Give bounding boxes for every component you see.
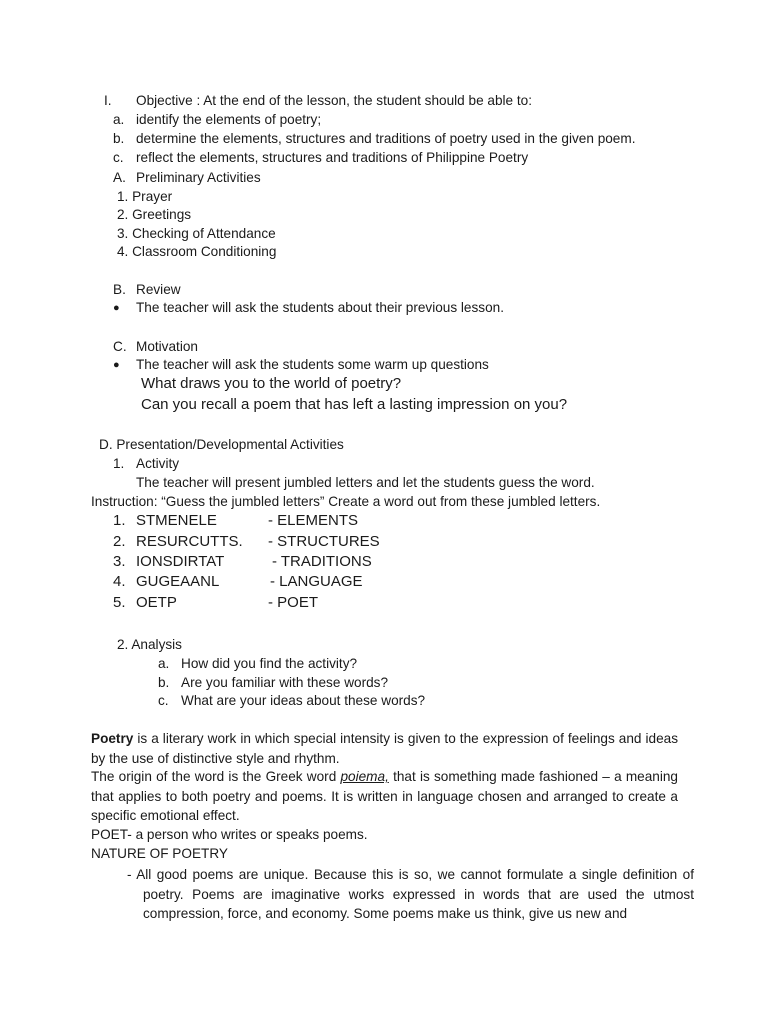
word-3-jumbled: IONSDIRTAT	[136, 553, 225, 570]
word-3-number: 3.	[113, 553, 126, 570]
motivation-title: Motivation	[136, 339, 198, 354]
word-5-jumbled: OETP	[136, 594, 177, 611]
review-title: Review	[136, 282, 181, 297]
preliminary-title: Preliminary Activities	[136, 170, 261, 185]
objective-item-c: reflect the elements, structures and traditions of Philippine Poetry	[136, 150, 529, 165]
motivation-bullet: ●	[113, 359, 120, 371]
origin-paragraph	[91, 767, 678, 826]
word-5-number: 5.	[113, 594, 126, 611]
preliminary-item-3: 3. Checking of Attendance	[117, 226, 276, 241]
preliminary-item-4: 4. Classroom Conditioning	[117, 244, 277, 259]
analysis-item-a-marker: a.	[158, 656, 170, 671]
analysis-item-a: How did you find the activity?	[181, 656, 358, 671]
objective-item-c-marker: c.	[113, 150, 124, 165]
preliminary-item-2: 2. Greetings	[117, 207, 192, 222]
motivation-text: The teacher will ask the students some warm up questions	[136, 357, 489, 372]
word-3-answer: - TRADITIONS	[272, 553, 372, 570]
analysis-item-c-marker: c.	[158, 693, 169, 708]
poetry-term: Poetry	[91, 731, 134, 746]
objective-item-a: identify the elements of poetry;	[136, 112, 322, 127]
objective-marker: I.	[104, 93, 112, 108]
preliminary-item-1: 1. Prayer	[117, 189, 173, 204]
instruction-text: Instruction: “Guess the jumbled letters” Create a word out from these jumbled letters.	[91, 494, 601, 509]
objective-item-a-marker: a.	[113, 112, 125, 127]
activity-marker: 1.	[113, 456, 125, 471]
objective-text: Objective : At the end of the lesson, the student should be able to:	[136, 93, 532, 108]
motivation-question-2: Can you recall a poem that has left a lasting impression on you?	[141, 396, 568, 413]
nature-text: - All good poems are unique. Because this is so, we cannot formulate a single definition of poetry. Poems are imaginative works expressed in words that are used the utmost compression, force, and economy. Some poems make us think, give us new and	[127, 867, 694, 922]
word-4-answer: - LANGUAGE	[270, 573, 363, 590]
review-marker: B.	[113, 282, 126, 297]
presentation-title: D. Presentation/Developmental Activities	[99, 437, 344, 452]
activity-text: The teacher will present jumbled letters and let the students guess the word.	[136, 475, 595, 490]
analysis-title: 2. Analysis	[117, 637, 182, 652]
word-2-jumbled: RESURCUTTS.	[136, 533, 243, 550]
word-4-number: 4.	[113, 573, 126, 590]
review-bullet: ●	[113, 302, 120, 314]
analysis-item-c: What are your ideas about these words?	[181, 693, 426, 708]
word-1-number: 1.	[113, 512, 126, 529]
word-4-jumbled: GUGEAANL	[136, 573, 220, 590]
objective-item-b-marker: b.	[113, 131, 125, 146]
motivation-question-1: What draws you to the world of poetry?	[141, 375, 402, 392]
motivation-marker: C.	[113, 339, 127, 354]
word-5-answer: - POET	[268, 594, 319, 611]
origin-text-2: that is something made fashioned – a meaning that applies to both poetry and poems. It is written in language chosen and arranged to create a specific emotional effect.	[91, 769, 678, 824]
word-1-jumbled: STMENELE	[136, 512, 217, 529]
objective-item-b: determine the elements, structures and traditions of poetry used in the given poem.	[136, 131, 636, 146]
poetry-definition-text: is a literary work in which special intensity is given to the expression of feelings and ideas by the use of distinctive style and rhythm.	[91, 731, 678, 766]
origin-word: poiema,	[340, 769, 389, 784]
analysis-item-b-marker: b.	[158, 675, 170, 690]
analysis-item-b: Are you familiar with these words?	[181, 675, 389, 690]
origin-text-1: The origin of the word is the Greek word	[91, 769, 341, 784]
review-text: The teacher will ask the students about their previous lesson.	[136, 300, 504, 315]
word-2-number: 2.	[113, 533, 126, 550]
poetry-definition	[91, 729, 678, 768]
poet-definition: POET- a person who writes or speaks poems.	[91, 827, 368, 842]
word-1-answer: - ELEMENTS	[268, 512, 359, 529]
word-2-answer: - STRUCTURES	[268, 533, 380, 550]
activity-title: Activity	[136, 456, 180, 471]
preliminary-marker: A.	[113, 170, 126, 185]
nature-title: NATURE OF POETRY	[91, 846, 228, 861]
